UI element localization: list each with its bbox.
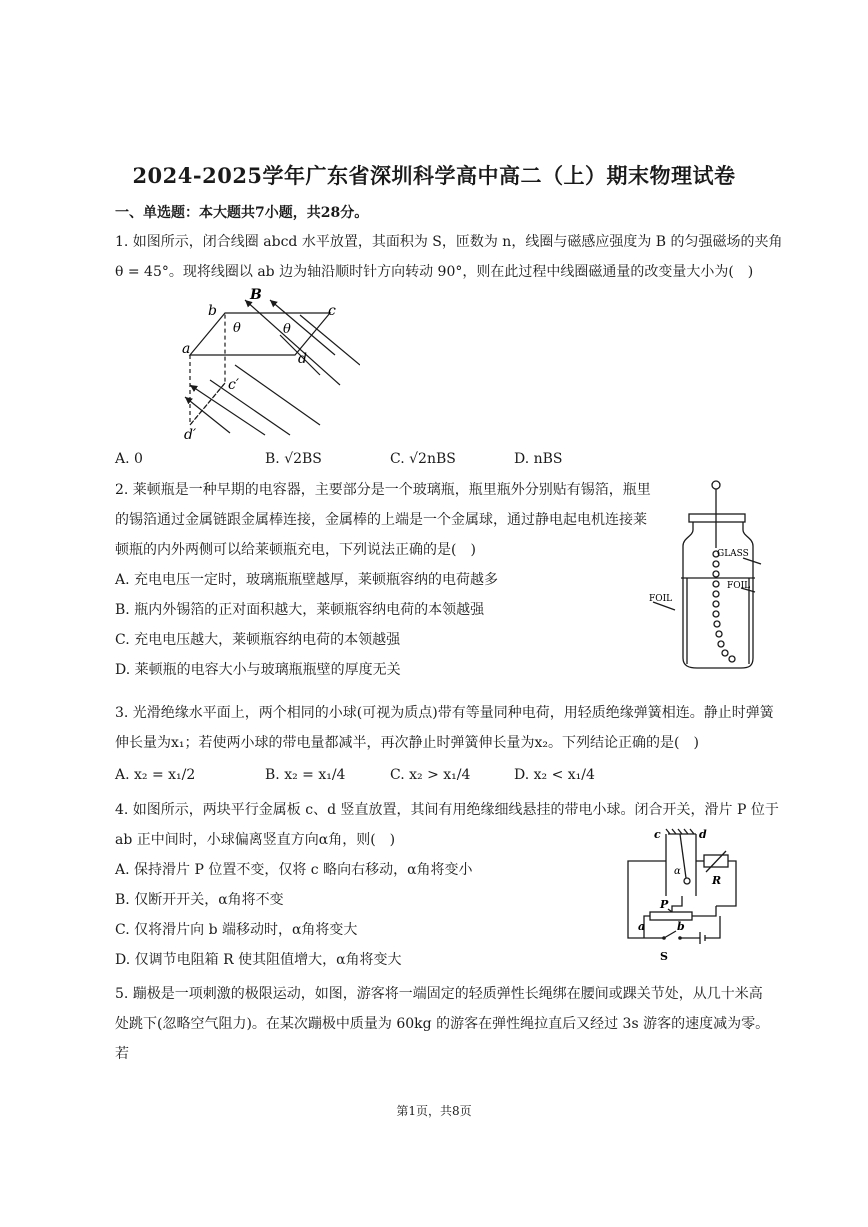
q1-option-d: D. nBS [514,451,563,467]
q2-option-b: B. 瓶内外锡箔的正对面积越大，莱顿瓶容纳电荷的本领越强 [115,602,485,618]
q1-label-d: d [298,351,307,367]
q4-label-c: c [654,828,661,841]
q1-label-c: c [328,303,336,319]
section-heading: 一、单选题：本大题共7小题，共28分。 [115,205,369,221]
q1-option-b: B. √2BS [265,451,322,467]
q1-label-theta-1: θ [233,321,241,336]
q3-line1: 3. 光滑绝缘水平面上，两个相同的小球(可视为质点)带有等量同种电荷，用轻质绝缘弹簧相连。静止时弹簧 [115,705,774,721]
q1-label-B: B [250,287,262,303]
q1-line1: 1. 如图所示，闭合线圈 abcd 水平放置，其面积为 S，匝数为 n，线圈与磁感应强度为 B 的匀强磁场的夹角 [115,234,783,250]
q5-line3: 若 [115,1046,129,1062]
q1-label-theta-2: θ [283,322,291,337]
q4-option-d: D. 仅调节电阻箱 R 使其阻值增大，α角将变大 [115,952,402,968]
q4-label-b: b [677,920,685,933]
q2-line1: 2. 莱顿瓶是一种早期的电容器，主要部分是一个玻璃瓶，瓶里瓶外分别贴有锡箔，瓶里 [115,482,651,498]
q2-line2: 的锡箔通过金属链跟金属棒连接，金属棒的上端是一个金属球，通过静电起电机连接莱 [115,512,647,528]
q3-line2: 伸长量为x₁；若使两小球的带电量都减半，再次静止时弹簧伸长量为x₂。下列结论正确的是( ) [115,735,699,751]
q4-line1: 4. 如图所示，两块平行金属板 c、d 竖直放置，其间有用绝缘细线悬挂的带电小球。闭合开关，滑片 P 位于 [115,802,779,818]
q4-option-c: C. 仅将滑片向 b 端移动时，α角将变大 [115,922,358,938]
q4-label-P: P [660,898,669,911]
q1-line2: θ = 45°。现将线圈以 ab 边为轴沿顺时针方向转动 90°，则在此过程中线圈磁通量的改变量大小为( ) [115,264,754,280]
q2-label-foil-left: FOIL [649,594,673,604]
q4-line2: ab 正中间时，小球偏离竖直方向α角，则( ) [115,832,396,848]
q2-option-a: A. 充电电压一定时，玻璃瓶瓶壁越厚，莱顿瓶容纳的电荷越多 [115,572,499,588]
page-footer: 第1页，共8页 [396,1104,472,1118]
q1-label-c-prime: c′ [228,377,240,393]
q4-option-a: A. 保持滑片 P 位置不变，仅将 c 略向右移动，α角将变小 [115,862,473,878]
q4-option-b: B. 仅断开开关，α角将不变 [115,892,284,908]
q1-figure [170,285,360,445]
q4-label-d: d [699,828,707,841]
q4-circuit-figure [620,826,745,966]
q1-label-d-prime: d′ [184,427,197,443]
q3-option-d: D. x₂ < x₁/4 [514,767,595,783]
q4-label-R: R [712,874,722,887]
q3-option-c: C. x₂ > x₁/4 [390,767,471,783]
q2-option-c: C. 充电电压越大，莱顿瓶容纳电荷的本领越强 [115,632,401,648]
q4-label-alpha: α [674,866,681,877]
q1-label-a: a [182,341,191,357]
page-title: 2024-2025学年广东省深圳科学高中高二（上）期末物理试卷 [132,163,736,188]
q1-option-c: C. √2nBS [390,451,456,467]
q4-label-a: a [638,920,646,933]
q5-line1: 5. 蹦极是一项刺激的极限运动，如图，游客将一端固定的轻质弹性长绳绑在腰间或踝关节处，从几十米高 [115,986,763,1002]
q4-label-S: S [660,950,668,963]
q1-option-a: A. 0 [115,451,143,467]
q5-line2: 处跳下(忽略空气阻力)。在某次蹦极中质量为 60kg 的游客在弹性绳拉直后又经过 3s 游客的速度减为零。 [115,1016,770,1032]
q2-leyden-jar-figure [645,478,765,673]
q3-option-b: B. x₂ = x₁/4 [265,767,346,783]
q2-label-foil-right: FOIL [727,581,751,591]
q3-option-a: A. x₂ = x₁/2 [115,767,196,783]
q2-label-glass: GLASS [717,549,749,559]
q2-option-d: D. 莱顿瓶的电容大小与玻璃瓶瓶壁的厚度无关 [115,662,401,678]
q1-label-b: b [208,303,217,319]
q2-line3: 顿瓶的内外两侧可以给莱顿瓶充电，下列说法正确的是( ) [115,542,476,558]
